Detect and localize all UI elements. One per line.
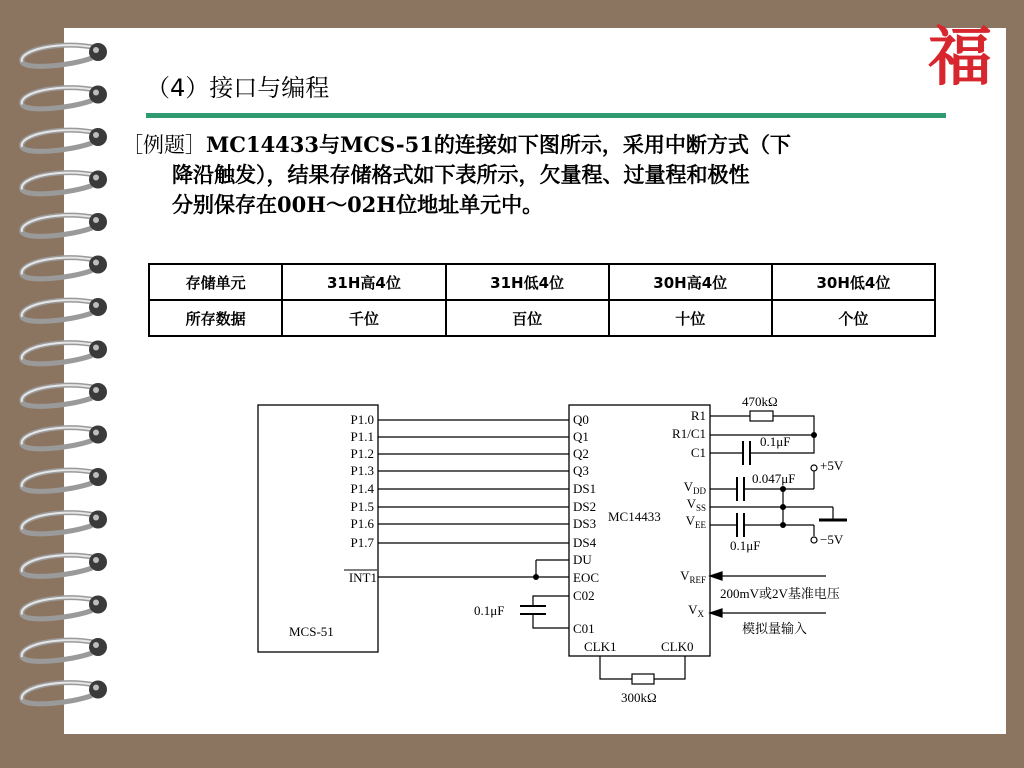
adc-pin-vdd: $V_{DD}$	[683, 479, 706, 496]
resistor-300k-label: 300kΩ	[621, 690, 657, 705]
mcu-pin-p13: P1.3	[350, 463, 374, 478]
du-eoc-junction	[533, 574, 539, 580]
adc-pin-c02: C02	[573, 588, 595, 603]
cap-c1-label: 0.1μF	[760, 434, 791, 449]
cap-vdd-label: 0.047μF	[752, 471, 796, 486]
example-tag: ［例题］	[122, 133, 206, 157]
vref-note: 200mV或2V基准电压	[720, 586, 840, 601]
data-bus-wires	[378, 420, 569, 577]
table-cell: 百位	[446, 300, 609, 336]
adc-pin-q1: Q1	[573, 429, 589, 444]
adc-pin-ds3: DS3	[573, 516, 597, 531]
table-cell: 30H低4位	[772, 264, 935, 300]
adc-label: MC14433	[608, 509, 661, 524]
mcu-pin-p12: P1.2	[350, 446, 374, 461]
adc-pin-q2: Q2	[573, 446, 589, 461]
table-cell: 个位	[772, 300, 935, 336]
plus5v-label: +5V	[820, 458, 844, 473]
mcu-pin-p15: P1.5	[350, 499, 374, 514]
mcu-pin-p17: P1.7	[350, 535, 374, 550]
resistor-300k	[600, 656, 685, 684]
table-cell: 31H低4位	[446, 264, 609, 300]
mcu-pin-p16: P1.6	[350, 516, 374, 531]
vref-arrow	[710, 572, 826, 580]
table-cell: 31H高4位	[282, 264, 445, 300]
adc-pin-c01: C01	[573, 621, 595, 636]
minus5v-label: −5V	[820, 532, 844, 547]
vee-junction	[780, 522, 786, 528]
adc-pin-vss: $V_{SS}$	[686, 496, 706, 513]
cap-left-label: 0.1μF	[474, 603, 505, 618]
table-cell: 十位	[609, 300, 772, 336]
vx-arrow	[710, 609, 826, 617]
mcu-label: MCS-51	[289, 624, 334, 639]
mcu-pin-p14: P1.4	[350, 481, 374, 496]
mcu-pin-p11: P1.1	[350, 429, 374, 444]
adc-pin-clk0: CLK0	[661, 639, 694, 654]
resistor-470k	[710, 411, 814, 435]
fu-logo: 福	[928, 20, 992, 95]
adc-pin-ds2: DS2	[573, 499, 597, 514]
adc-pin-eoc: EOC	[573, 570, 599, 585]
mcu-pin-p10: P1.0	[350, 412, 374, 427]
cap-vee	[710, 513, 814, 537]
adc-pin-clk1: CLK1	[584, 639, 617, 654]
plus5v-terminal	[811, 465, 817, 471]
adc-pin-c1: C1	[690, 445, 706, 460]
adc-pin-vee: $V_{EE}$	[685, 513, 706, 530]
mcu-pin-int1: INT1	[348, 570, 377, 585]
adc-pin-du: DU	[573, 552, 592, 567]
table-cell: 30H高4位	[609, 264, 772, 300]
adc-pin-r1: R1	[690, 408, 706, 423]
table-cell: 千位	[282, 300, 445, 336]
vss-junction	[780, 504, 786, 510]
example-line-3: 分别保存在00H～02H位地址单元中。	[172, 192, 544, 217]
adc-pin-r1c1: R1/C1	[672, 426, 706, 441]
cap-c01-c02	[520, 596, 569, 628]
resistor-470k-label: 470kΩ	[742, 394, 778, 409]
adc-pin-vref: $V_{REF}$	[680, 568, 706, 585]
adc-pin-ds1: DS1	[573, 481, 597, 496]
r1c1-junction	[811, 432, 817, 438]
adc-pin-q3: Q3	[573, 463, 589, 478]
adc-pin-ds4: DS4	[573, 535, 597, 550]
vss-ground	[710, 507, 847, 520]
minus5v-terminal	[811, 537, 817, 543]
page-title: （4）接口与编程	[146, 74, 330, 102]
vdd-junction	[780, 486, 786, 492]
cap-vee-label: 0.1μF	[730, 538, 761, 553]
example-line-1: MC14433与MCS-51的连接如下图所示，采用中断方式（下	[206, 132, 791, 157]
example-line-2: 降沿触发），结果存储格式如下表所示，欠量程、过量程和极性	[172, 162, 750, 187]
table-cell: 所存数据	[149, 300, 282, 336]
adc-pin-q0: Q0	[573, 412, 589, 427]
vx-note: 模拟量输入	[742, 621, 808, 636]
adc-pin-vx: $V_X$	[688, 602, 704, 619]
table-cell: 存储单元	[149, 264, 282, 300]
